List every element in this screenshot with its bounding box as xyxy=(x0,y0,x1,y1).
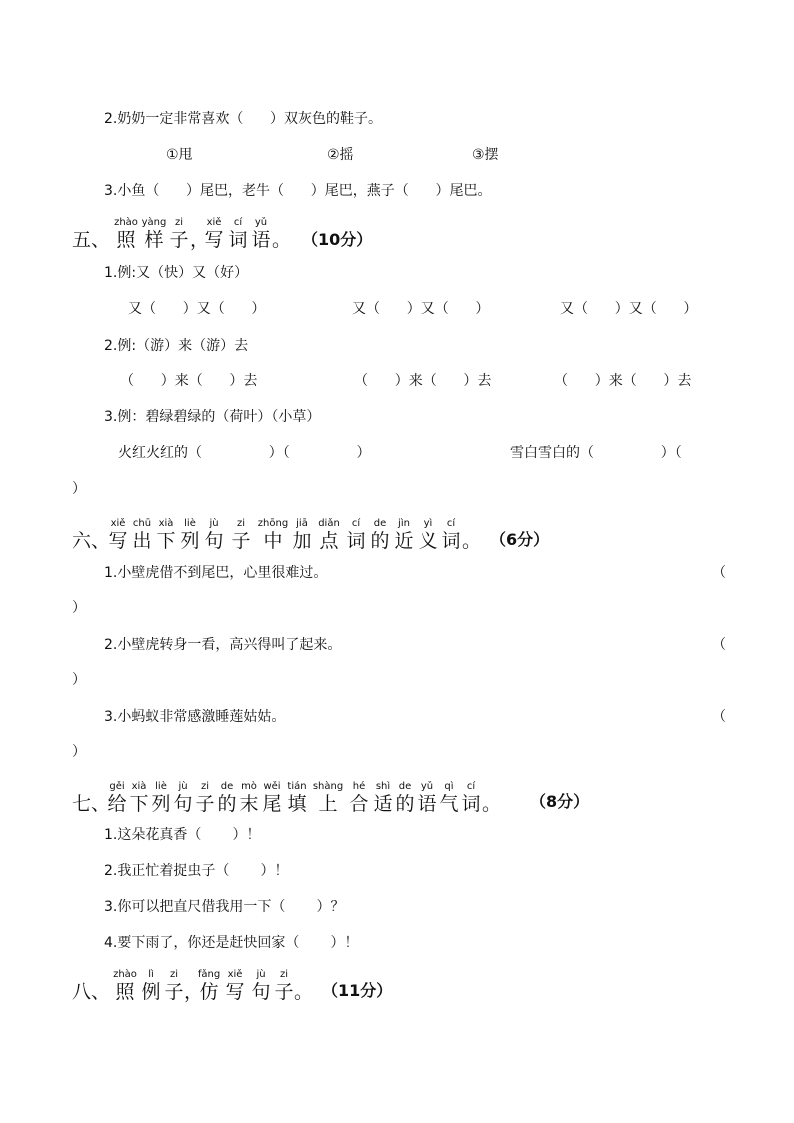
pinyin: jù xyxy=(256,969,266,980)
pinyin: cí xyxy=(446,518,456,529)
ruby-char xyxy=(314,518,344,552)
hanzi: 子 xyxy=(274,981,294,1003)
ruby-char xyxy=(438,781,460,815)
pinyin: tián xyxy=(287,781,307,792)
hanzi: 写 xyxy=(108,530,128,552)
hanzi: 的 xyxy=(217,793,237,815)
pinyin: xiě xyxy=(206,217,222,228)
pinyin: yǔ xyxy=(254,217,268,228)
s6-item-3-close: ） xyxy=(72,744,86,760)
hanzi: 近 xyxy=(394,530,414,552)
hanzi: 语 xyxy=(417,793,437,815)
ruby-char xyxy=(256,518,290,552)
section-7-number: 七、 xyxy=(72,793,111,815)
ruby-char xyxy=(344,518,368,552)
ruby-char xyxy=(346,781,372,815)
pinyin xyxy=(482,781,498,793)
section-6-score: （6分） xyxy=(490,530,550,549)
s6-item-3-open: （ xyxy=(712,709,726,725)
ruby-char xyxy=(106,781,128,815)
ruby-char xyxy=(138,969,164,1003)
s6-item-1-close: ） xyxy=(72,600,86,616)
s7-item-3: 3.你可以把直尺借我用一下（ ）？ xyxy=(104,899,345,915)
ruby-char xyxy=(196,969,222,1003)
hanzi: ， xyxy=(184,981,204,1003)
hanzi: 合 xyxy=(349,793,369,815)
ruby-char xyxy=(172,781,194,815)
hanzi: 下 xyxy=(129,793,149,815)
hanzi: 子 xyxy=(164,981,184,1003)
ruby-char xyxy=(250,217,272,251)
ruby-char xyxy=(222,969,248,1003)
pinyin: hé xyxy=(352,781,366,792)
ruby-char xyxy=(416,518,440,552)
pinyin: wěi xyxy=(263,781,281,792)
pinyin: zhào xyxy=(113,969,137,980)
pinyin xyxy=(462,518,478,530)
s5-blank-2b: （ ）来（ ）去 xyxy=(354,373,492,389)
hanzi: 句 xyxy=(204,530,224,552)
hanzi: 句 xyxy=(251,981,271,1003)
ruby-char xyxy=(226,217,250,251)
hanzi: 义 xyxy=(418,530,438,552)
ruby-char xyxy=(202,217,226,251)
pinyin: de xyxy=(398,781,412,792)
hanzi: 。 xyxy=(294,981,314,1003)
pinyin: lì xyxy=(148,969,154,980)
pinyin: gěi xyxy=(109,781,125,792)
pinyin xyxy=(184,969,196,981)
pinyin: zi xyxy=(236,518,246,529)
pinyin: chū xyxy=(132,518,152,529)
ruby-char xyxy=(216,781,238,815)
pinyin: jù xyxy=(209,518,219,529)
ruby-char xyxy=(194,781,216,815)
ruby-char xyxy=(310,781,346,815)
ruby-char xyxy=(462,518,482,552)
pinyin: yǔ xyxy=(420,781,434,792)
s5-blank-1c: 又（ ）又（ ） xyxy=(560,301,698,317)
hanzi: 尾 xyxy=(262,793,282,815)
pinyin: zi xyxy=(169,969,179,980)
hanzi: 适 xyxy=(373,793,393,815)
q4-option-1: ①甩 xyxy=(166,147,193,163)
pinyin: zi xyxy=(200,781,210,792)
s5-blank-3b-close: ） xyxy=(72,481,86,497)
pinyin xyxy=(272,217,288,229)
pinyin: xiě xyxy=(227,969,243,980)
ruby-char xyxy=(272,217,292,251)
pinyin xyxy=(294,969,310,981)
s6-item-1-open: （ xyxy=(712,565,726,581)
pinyin: yì xyxy=(423,518,433,529)
hanzi: 照 xyxy=(116,229,136,251)
pinyin: shàng xyxy=(312,781,344,792)
pinyin: xià xyxy=(131,781,147,792)
s6-item-3: 3.小蚂蚁非常感激睡莲姑姑。 xyxy=(104,709,286,725)
pinyin: mò xyxy=(241,781,257,792)
pinyin: zi xyxy=(279,969,289,980)
s5-blank-2a: （ ）来（ ）去 xyxy=(120,373,258,389)
hanzi: 列 xyxy=(180,530,200,552)
ruby-char xyxy=(112,217,140,251)
pinyin: jìn xyxy=(398,518,410,529)
ruby-char xyxy=(248,969,274,1003)
s5-blank-1b: 又（ ）又（ ） xyxy=(352,301,490,317)
hanzi: 子 xyxy=(169,229,189,251)
hanzi: 词 xyxy=(441,530,461,552)
s6-item-1: 1.小壁虎借不到尾巴，心里很难过。 xyxy=(104,565,328,581)
section-5-number: 五、 xyxy=(72,229,111,251)
s5-blank-3a: 火红火红的（ ）（ ） xyxy=(118,445,371,461)
q4-option-3: ③摆 xyxy=(472,147,499,163)
pinyin: zhào xyxy=(114,217,138,228)
ruby-char xyxy=(130,518,154,552)
ruby-char xyxy=(238,781,260,815)
hanzi: 例 xyxy=(141,981,161,1003)
ruby-char xyxy=(140,217,168,251)
hanzi: 上 xyxy=(318,793,338,815)
s6-item-2: 2.小壁虎转身一看，高兴得叫了起来。 xyxy=(104,637,342,653)
ruby-char xyxy=(290,518,314,552)
hanzi: 中 xyxy=(263,530,283,552)
ruby-char xyxy=(226,518,256,552)
pinyin: cí xyxy=(351,518,361,529)
pinyin xyxy=(190,217,202,229)
pinyin: cí xyxy=(466,781,476,792)
hanzi: 仿 xyxy=(199,981,219,1003)
pinyin: xiě xyxy=(110,518,126,529)
hanzi: 样 xyxy=(144,229,164,251)
pinyin: fǎng xyxy=(197,969,221,980)
pinyin: diǎn xyxy=(318,518,340,529)
hanzi: 句 xyxy=(173,793,193,815)
pinyin: zhōng xyxy=(257,518,289,529)
hanzi: 。 xyxy=(462,530,482,552)
pinyin: xià xyxy=(158,518,174,529)
ruby-char xyxy=(112,969,138,1003)
section-6-number: 六、 xyxy=(72,530,111,552)
q4-item-3: 3.小鱼（ ）尾巴，老牛（ ）尾巴，燕子（ ）尾巴。 xyxy=(104,183,492,199)
s5-blank-1a: 又（ ）又（ ） xyxy=(128,301,266,317)
pinyin: liè xyxy=(155,781,167,792)
s7-item-4: 4.要下雨了，你还是赶快回家（ ）！ xyxy=(104,935,359,951)
hanzi: 末 xyxy=(239,793,259,815)
ruby-char xyxy=(106,518,130,552)
q4-item-2: 2.奶奶一定非常喜欢（ ）双灰色的鞋子。 xyxy=(104,111,383,127)
pinyin: jiā xyxy=(296,518,308,529)
s5-blank-2c: （ ）来（ ）去 xyxy=(554,373,692,389)
section-5-score: （10分） xyxy=(302,230,373,249)
ruby-char xyxy=(284,781,310,815)
ruby-char xyxy=(128,781,150,815)
ruby-char xyxy=(202,518,226,552)
s5-example-2: 2.例:（游）来（游）去 xyxy=(104,338,249,354)
s5-blank-3b: 雪白雪白的（ ）（ xyxy=(510,445,682,461)
pinyin: de xyxy=(373,518,387,529)
hanzi: 语 xyxy=(251,229,271,251)
hanzi: 词 xyxy=(228,229,248,251)
pinyin: shì xyxy=(375,781,391,792)
ruby-char xyxy=(164,969,184,1003)
hanzi: 写 xyxy=(204,229,224,251)
pinyin: qì xyxy=(444,781,454,792)
hanzi: 词 xyxy=(346,530,366,552)
ruby-char xyxy=(154,518,178,552)
s7-item-1: 1.这朵花真香（ ）！ xyxy=(104,827,261,843)
hanzi: 的 xyxy=(395,793,415,815)
hanzi: 下 xyxy=(156,530,176,552)
s5-example-1: 1.例:又（快）又（好） xyxy=(104,265,249,281)
ruby-char xyxy=(392,518,416,552)
s6-item-2-close: ） xyxy=(72,672,86,688)
hanzi: 。 xyxy=(272,229,292,251)
ruby-char xyxy=(482,781,502,815)
hanzi: 的 xyxy=(370,530,390,552)
hanzi: 子 xyxy=(195,793,215,815)
ruby-char xyxy=(460,781,482,815)
ruby-char xyxy=(368,518,392,552)
hanzi: 气 xyxy=(439,793,459,815)
section-8-score: （11分） xyxy=(322,981,393,1000)
ruby-char xyxy=(274,969,294,1003)
section-7-score: （8分） xyxy=(530,792,590,811)
ruby-char xyxy=(294,969,314,1003)
pinyin: liè xyxy=(184,518,196,529)
hanzi: 填 xyxy=(287,793,307,815)
hanzi: 写 xyxy=(225,981,245,1003)
hanzi: 加 xyxy=(292,530,312,552)
pinyin: cí xyxy=(233,217,243,228)
ruby-char xyxy=(416,781,438,815)
pinyin: zi xyxy=(174,217,184,228)
ruby-char xyxy=(184,969,204,1003)
pinyin: de xyxy=(220,781,234,792)
ruby-char xyxy=(178,518,202,552)
s5-example-3: 3.例：碧绿碧绿的（荷叶）（小草） xyxy=(104,409,321,425)
hanzi: 词 xyxy=(461,793,481,815)
hanzi: 照 xyxy=(115,981,135,1003)
s7-item-2: 2.我正忙着捉虫子（ ）！ xyxy=(104,863,289,879)
ruby-char xyxy=(168,217,190,251)
ruby-char xyxy=(394,781,416,815)
ruby-char xyxy=(260,781,284,815)
pinyin: jù xyxy=(178,781,188,792)
ruby-char xyxy=(372,781,394,815)
section-8-number: 八、 xyxy=(72,981,111,1003)
hanzi: 给 xyxy=(107,793,127,815)
s6-item-2-open: （ xyxy=(712,637,726,653)
hanzi: 。 xyxy=(482,793,502,815)
ruby-char xyxy=(190,217,210,251)
hanzi: 列 xyxy=(151,793,171,815)
hanzi: 出 xyxy=(132,530,152,552)
q4-option-2: ②摇 xyxy=(327,147,354,163)
hanzi: ， xyxy=(190,229,210,251)
ruby-char xyxy=(150,781,172,815)
hanzi: 点 xyxy=(319,530,339,552)
pinyin: yàng xyxy=(141,217,167,228)
hanzi: 子 xyxy=(231,530,251,552)
ruby-char xyxy=(440,518,462,552)
